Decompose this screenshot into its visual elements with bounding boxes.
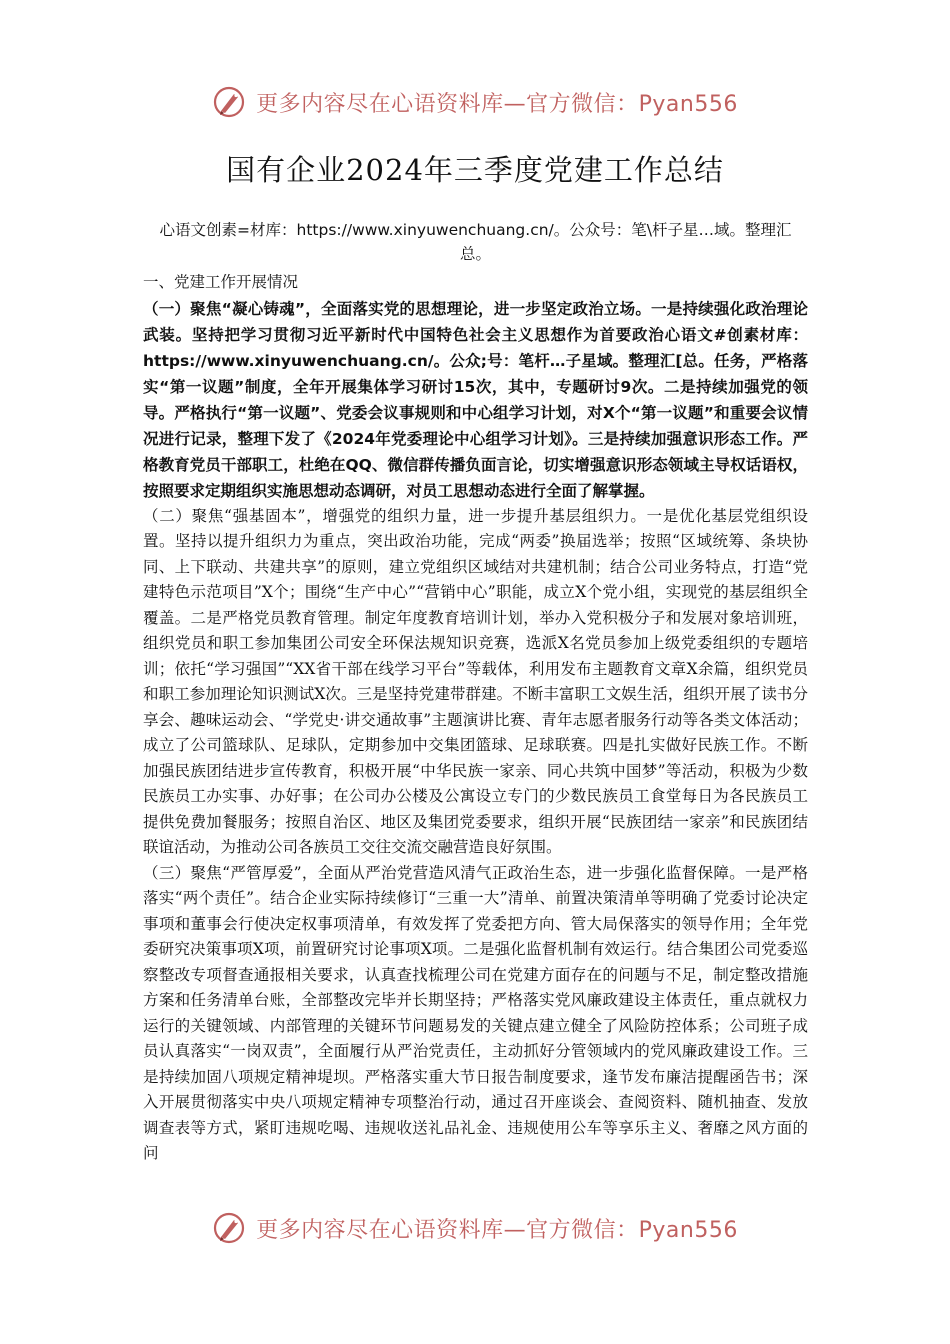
paragraph-supervision: （三）聚焦“严管厚爱”，全面从严治党营造风清气正政治生态，进一步强化监督保障。一是严格落实“两个责任”。结合企业实际持续修订“三重一大”清单、前置决策清单等明确了党委讨论决定事项和董事会行使决定权事项清单，有效发挥了党委把方向、管大局保落实的领导作用；全年党委研究决策事项X项，前置研究讨论事项X项。二是强化监督机制有效运行。结合集团公司党委巡察整改专项督查通报相关要求，认真查找梳理公司在党建方面存在的问题与不足，制定整改措施方案和任务清单台账，全部整改完毕并长期坚持；严格落实党风廉政建设主体责任，重点就权力运行的关键领域、内部管理的关键环节问题易发的关键点建立健全了风险防控体系；公司班子成员认真落实“一岗双责”，全面履行从严治党责任，主动抓好分管领域内的党风廉政建设工作。三是持续加固八项规定精神堤坝。严格落实重大节日报告制度要求，逢节发布廉洁提醒函告书；深入开展贯彻落实中央八项规定精神专项整治行动，通过召开座谈会、查阅资料、随机抽查、发放调查表等方式，紧盯违规吃喝、违规收送礼品礼金、违规使用公车等享乐主义、奢靡之风方面的问 — [143, 863, 808, 1162]
banner-text: 更多内容尽在心语资料库—官方微信：Pyan556 — [256, 1217, 738, 1243]
source-note: 心语文创素=材库：https://www.xinyuwenchuang.cn/。公众号：笔\杆子星…域。整理汇总。 — [159, 221, 792, 263]
footer-banner — [0, 1208, 950, 1248]
header-banner — [0, 82, 950, 122]
paragraph-ideology: （一）聚焦“凝心铸魂”，全面落实党的思想理论，进一步坚定政治立场。一是持续强化政治理论武装。坚持把学习贯彻习近平新时代中国特色社会主义思想作为首要政治心语文#创素材库：https://www.xinyuwenchuang.cn/。公众;号：笔杆…子星域。整理汇[总。任务，严格落实“第一议题”制度，全年开展集体学习研讨15次，其中，专题研讨9次。二是持续加强党的领导。严格执行“第一议题”、党委会议事规则和中心组学习计划，对X个“第一议题”和重要会议情况进行记录，整理下发了《2024年党委理论中心组学习计划》。三是持续加强意识形态工作。严格教育党员干部职工，杜绝在QQ、微信群传播负面言论，切实增强意识形态领域主导权话语权，按照要求定期组织实施思想动态调研，对员工思想动态进行全面了解掌握。 — [143, 299, 808, 500]
paragraph-organization: （二）聚焦“强基固本”，增强党的组织力量，进一步提升基层组织力。一是优化基层党组织设置。坚持以提升组织力为重点，突出政治功能，完成“两委”换届选举；按照“区域统筹、条块协同、上下联动、共建共享”的原则，建立党组织区域结对共建机制；结合公司业务特点，打造“党建特色示范项目”X个；围绕“生产中心”“营销中心”职能，成立X个党小组，实现党的基层组织全覆盖。二是严格党员教育管理。制定年度教育培训计划，举办入党积极分子和发展对象培训班，组织党员和职工参加集团公司安全环保法规知识竞赛，选派X名党员参加上级党委组织的专题培训；依托“学习强国”“XX省干部在线学习平台”等载体，利用发布主题教育文章X余篇，组织党员和职工参加理论知识测试X次。三是坚持党建带群建。不断丰富职工文娱生活，组织开展了读书分享会、趣味运动会、“学党史·讲交通故事”主题演讲比赛、青年志愿者服务行动等各类文体活动；成立了公司篮球队、足球队，定期参加中交集团篮球、足球联赛。四是扎实做好民族工作。不断加强民族团结进步宣传教育，积极开展“中华民族一家亲、同心共筑中国梦”等活动，积极为少数民族员工办实事、办好事；在公司办公楼及公寓设立专门的少数民族员工食堂每日为各民族员工提供免费加餐服务；按照自治区、地区及集团党委要求，组织开展“民族团结一家亲”和民族团结联谊活动，为推动公司各族员工交往交流交融营造良好氛围。 — [143, 506, 808, 856]
banner-text: 更多内容尽在心语资料库—官方微信：Pyan556 — [256, 91, 738, 117]
section-heading: 一、党建工作开展情况 — [143, 273, 299, 291]
pen-circle-logo-icon — [212, 85, 246, 119]
pen-circle-logo-icon — [212, 1211, 246, 1245]
document-title: 国有企业2024年三季度党建工作总结 — [226, 153, 724, 187]
document-body — [143, 218, 808, 1166]
